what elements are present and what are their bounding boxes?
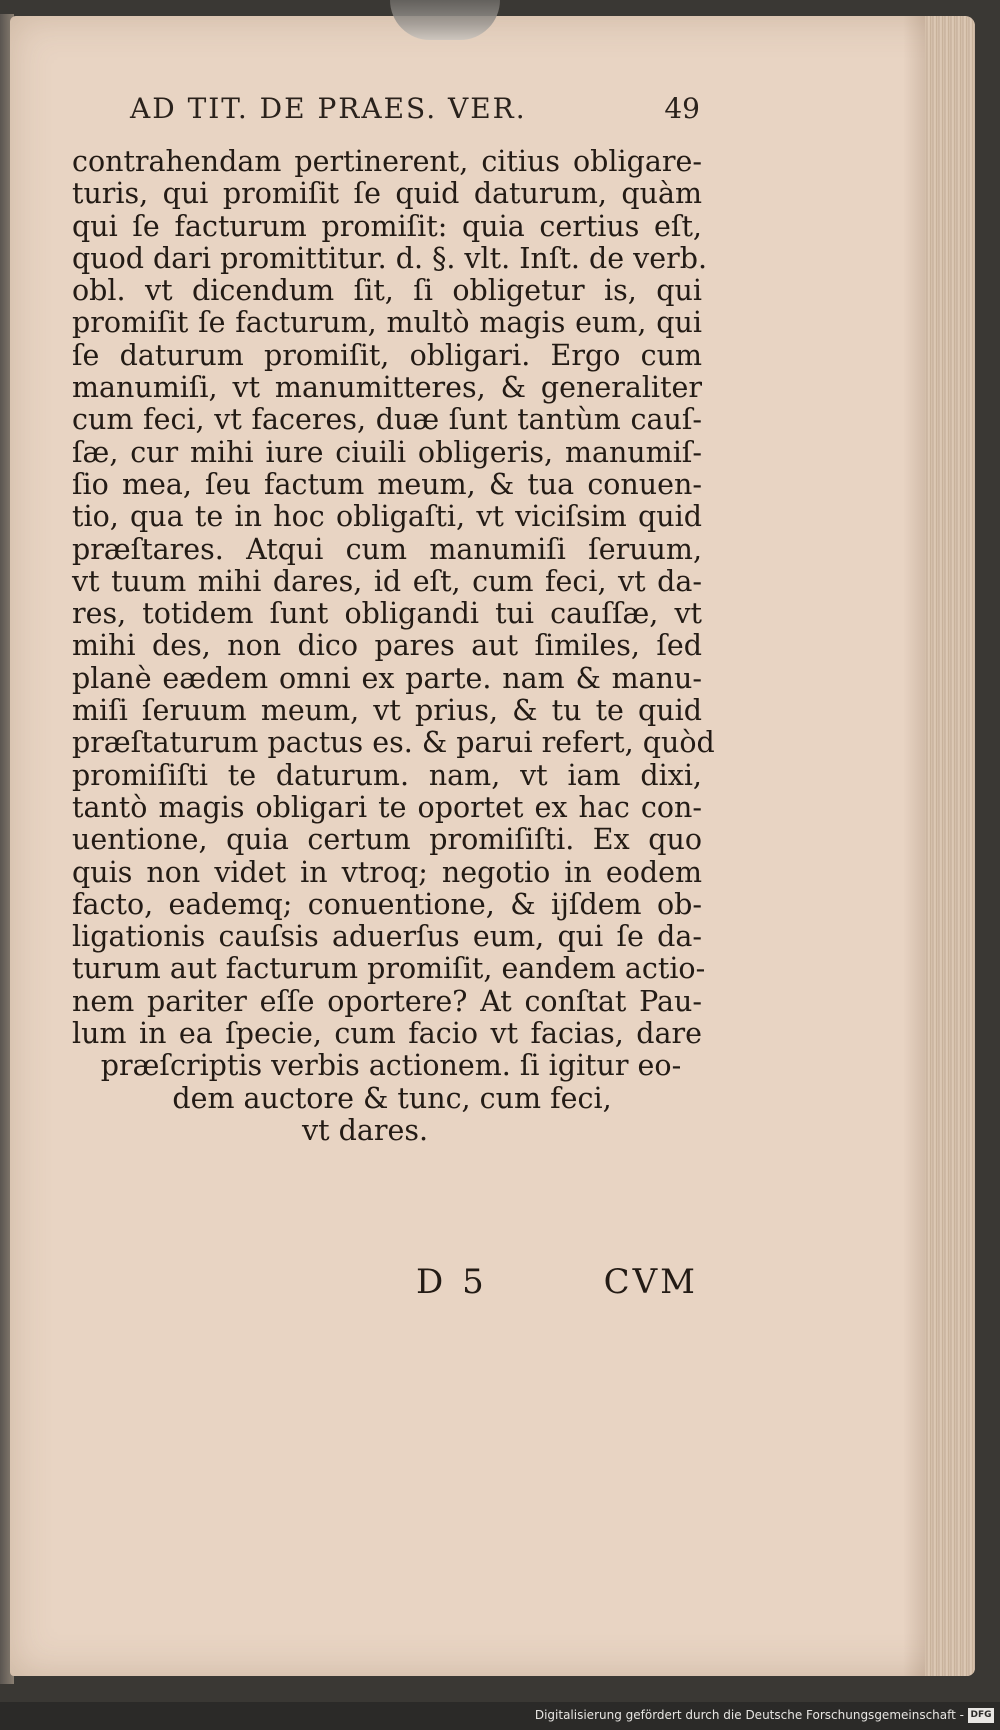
- fore-edge-shadow: [903, 16, 925, 1676]
- running-head: AD TIT. DE PRAES. VER.: [130, 92, 527, 125]
- text-line: quod dari promittitur. d. §. vlt. Inſt. de verb.: [72, 241, 708, 275]
- text-line: ſio mea, ſeu factum meum, & tua conuen-: [72, 467, 702, 501]
- text-line: miſi ſeruum meum, vt prius, & tu te quid: [72, 694, 702, 728]
- text-line: ligationis cauſsis aduerſus eum, qui ſe da-: [72, 920, 702, 954]
- text-line: turis, qui promiſit ſe quid daturum, quàm: [72, 177, 702, 211]
- body-text: [72, 145, 715, 1147]
- text-line: uentione, quia certum promiſiſti. Ex quo: [72, 823, 702, 857]
- text-line: ſæ, cur mihi iure ciuili obligeris, manumiſ-: [72, 435, 702, 469]
- footer-credit: Digitalisierung gefördert durch die Deutsche Forschungsgemeinschaft -: [534, 1708, 964, 1722]
- text-line: vt tuum mihi dares, id eſt, cum feci, vt da-: [72, 564, 702, 598]
- signature-mark: D 5: [416, 1262, 488, 1302]
- text-line: præſtares. Atqui cum manumiſi ſeruum,: [72, 532, 702, 566]
- text-line: tantò magis obligari te oportet ex hac con-: [72, 790, 702, 824]
- text-line: promiſiſti te daturum. nam, vt iam dixi,: [72, 758, 702, 792]
- signature-line: [388, 1262, 698, 1302]
- text-line: qui ſe facturum promiſit: quia certius eſt,: [72, 209, 702, 243]
- text-line: præſcriptis verbis actionem. ſi igitur eo-: [100, 1049, 682, 1083]
- text-line: ſe daturum promiſit, obligari. Ergo cum: [72, 338, 702, 372]
- fore-edge: [925, 16, 975, 1676]
- text-line: vt dares.: [302, 1113, 429, 1147]
- text-line: quis non videt in vtroq; negotio in eodem: [72, 855, 702, 889]
- text-line: obl. vt dicendum ſit, ſi obligetur is, qui: [72, 274, 702, 308]
- text-line: lum in ea ſpecie, cum facio vt facias, dare: [72, 1017, 702, 1051]
- dfg-logo: DFG: [968, 1708, 994, 1723]
- text-line: promiſit ſe facturum, multò magis eum, qui: [72, 306, 702, 340]
- text-line: præſtaturum pactus es. & parui refert, quòd: [72, 726, 715, 760]
- text-line: planè eædem omni ex parte. nam & manu-: [72, 661, 702, 695]
- text-line: tio, qua te in hoc obligaſti, vt viciſsim quid: [72, 500, 702, 534]
- catchword: CVM: [603, 1262, 698, 1302]
- text-line: dem auctore & tunc, cum feci,: [172, 1081, 612, 1115]
- text-line: facto, eademq; conuentione, & ijſdem ob-: [72, 887, 702, 921]
- text-line: res, totidem ſunt obligandi tui cauſſæ, vt: [72, 597, 702, 631]
- text-line: contrahendam pertinerent, citius obligare-: [72, 145, 702, 178]
- text-line: mihi des, non dico pares aut ſimiles, ſed: [72, 629, 702, 663]
- text-line: turum aut facturum promiſit, eandem actio-: [72, 952, 706, 986]
- page-number: 49: [664, 92, 700, 125]
- text-line: cum feci, vt faceres, duæ ſunt tantùm cauſ-: [72, 403, 702, 437]
- text-line: nem pariter eſſe oportere? At conſtat Pau-: [72, 984, 702, 1018]
- text-line: manumiſi, vt manumitteres, & generaliter: [72, 371, 702, 405]
- page-header: [130, 92, 700, 136]
